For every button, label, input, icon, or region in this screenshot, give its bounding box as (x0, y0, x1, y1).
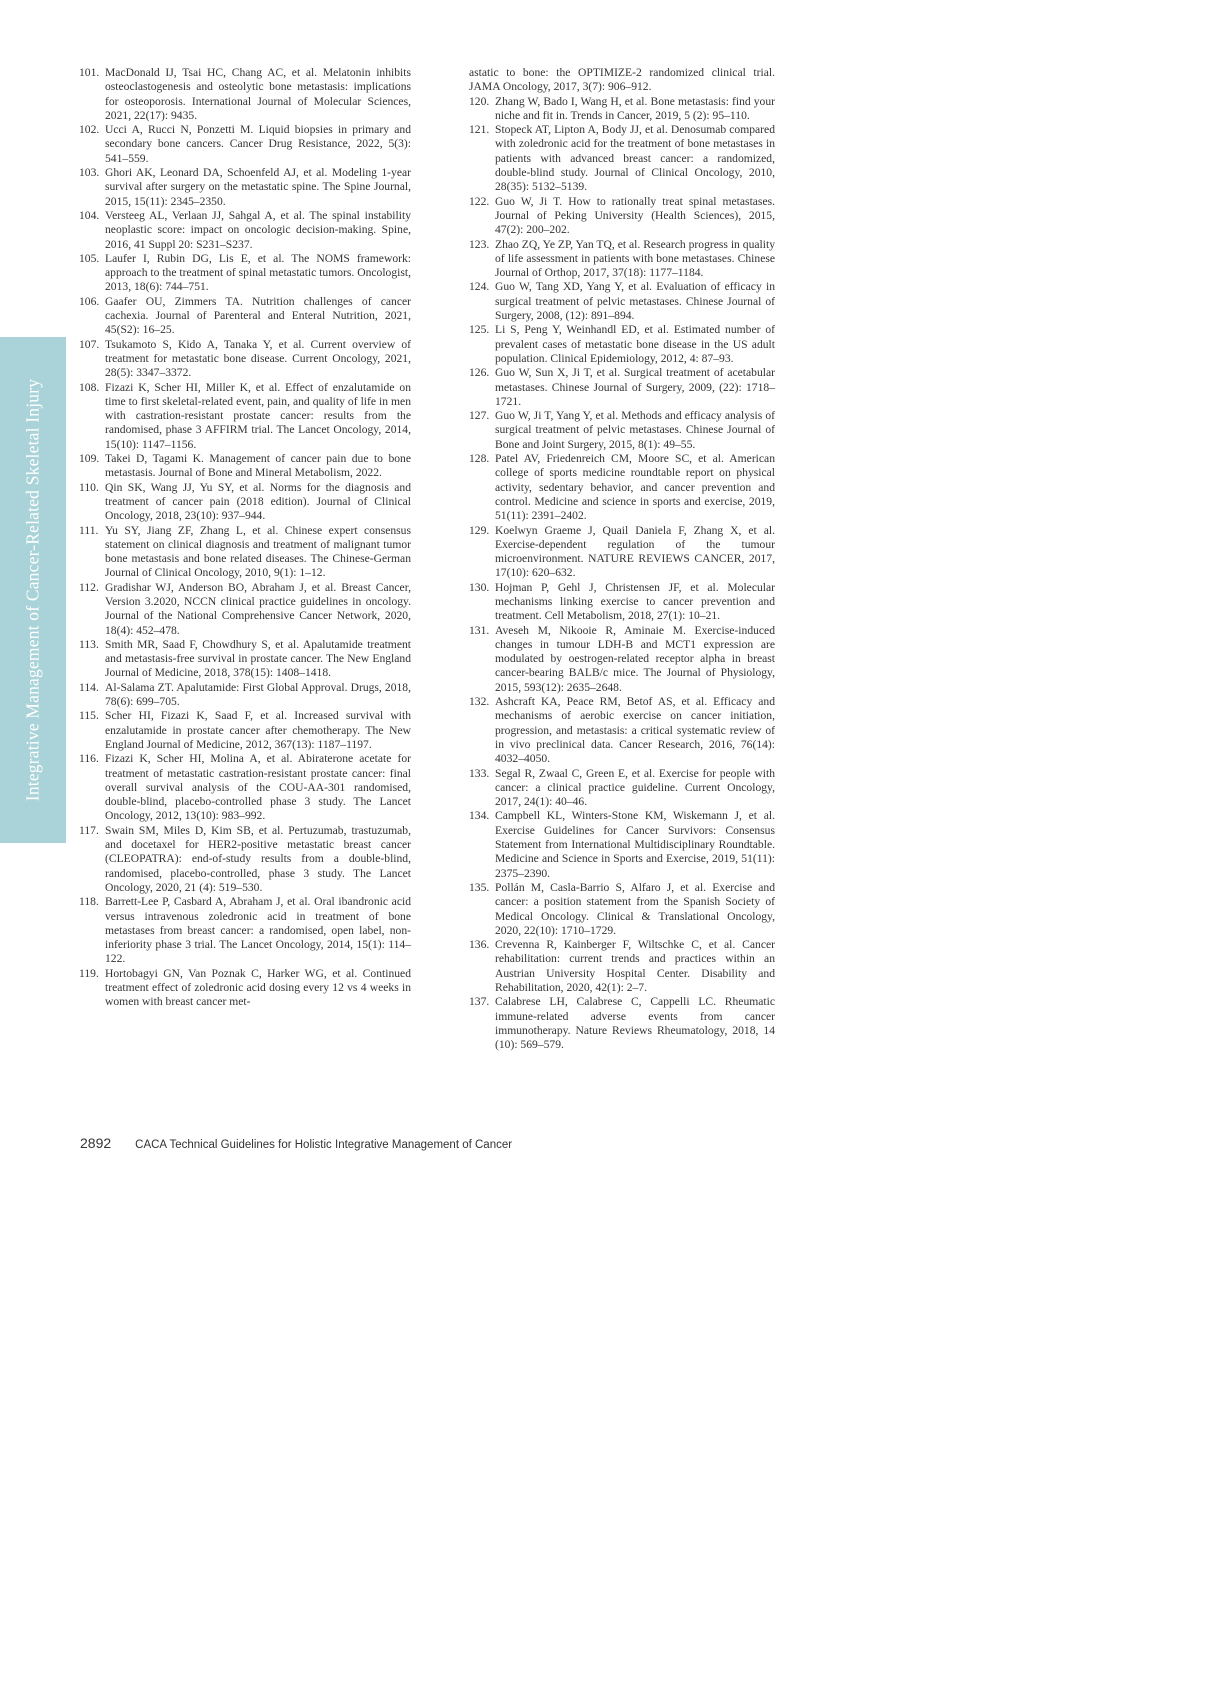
reference-text: Fizazi K, Scher HI, Miller K, et al. Effect of enzalutamide on time to first skeletal-related event, pain, and quality of life in men with castration-resistant prostate cancer: results from the randomised, phase 3 AFFIRM trial. The Lancet Oncology, 2014, 15(10): 1147–1156. (105, 380, 411, 451)
reference-item (79, 252, 411, 295)
section-side-tab (0, 337, 66, 843)
reference-item (79, 338, 411, 381)
reference-item (469, 238, 775, 281)
page-footer (80, 1135, 512, 1153)
reference-item (79, 709, 411, 752)
reference-item (469, 809, 775, 880)
reference-item (469, 581, 775, 624)
reference-item (469, 452, 775, 523)
reference-number: 114. (79, 680, 99, 694)
reference-item (79, 581, 411, 638)
reference-text: Versteeg AL, Verlaan JJ, Sahgal A, et al. The spinal instability neoplastic score: impact on oncologic decision-making. Spine, 2016, 41 Suppl 20: S231–S237. (105, 208, 411, 251)
reference-text: Campbell KL, Winters-Stone KM, Wiskemann J, et al. Exercise Guidelines for Cancer Survivors: Consensus Statement from International Multidisciplinary Roundtable. Medicine and Science in Sports and Exercise, 2019, 51(11): 2375–2390. (495, 809, 775, 880)
reference-text: Swain SM, Miles D, Kim SB, et al. Pertuzumab, trastuzumab, and docetaxel for HER2-positive metastatic breast cancer (CLEOPATRA): end-of-study results from a double-blind, randomised, placebo-controlled, phase 3 study. The Lancet Oncology, 2020, 21 (4): 519–530. (105, 823, 411, 894)
reference-text: Takei D, Tagami K. Management of cancer pain due to bone metastasis. Journal of Bone and Mineral Metabolism, 2022. (105, 452, 411, 480)
reference-text: Tsukamoto S, Kido A, Tanaka Y, et al. Current overview of treatment for metastatic bone disease. Current Oncology, 2021, 28(5): 3347–3372. (105, 337, 411, 380)
reference-item (79, 481, 411, 524)
reference-item (79, 123, 411, 166)
reference-number: 112. (79, 580, 99, 594)
reference-item (469, 995, 775, 1052)
reference-number: 103. (79, 166, 100, 180)
reference-continuation: astatic to bone: the OPTIMIZE-2 randomized clinical trial. JAMA Oncology, 2017, 3(7): 906–912. (469, 66, 775, 94)
reference-text: Al-Salama ZT. Apalutamide: First Global Approval. Drugs, 2018, 78(6): 699–705. (105, 680, 411, 709)
reference-number: 108. (79, 380, 100, 394)
reference-text: Zhao ZQ, Ye ZP, Yan TQ, et al. Research progress in quality of life assessment in patients with bone metastases. Chinese Journal of Orthop, 2017, 37(18): 1177–1184. (495, 237, 775, 280)
reference-number: 116. (79, 752, 99, 766)
reference-item (79, 209, 411, 252)
reference-number: 136. (469, 938, 490, 952)
reference-item (79, 638, 411, 681)
reference-text: Guo W, Ji T. How to rationally treat spinal metastases. Journal of Peking University (Health Sciences), 2015, 47(2): 200–202. (495, 194, 775, 237)
references-right-column (469, 66, 775, 1052)
reference-item (79, 524, 411, 581)
reference-item (469, 624, 775, 695)
reference-item (79, 895, 411, 966)
reference-number: 122. (469, 194, 490, 208)
reference-item (79, 295, 411, 338)
reference-number: 126. (469, 366, 490, 380)
running-footer-title: CACA Technical Guidelines for Holistic Integrative Management of Cancer (135, 1139, 513, 1151)
reference-text: Laufer I, Rubin DG, Lis E, et al. The NOMS framework: approach to the treatment of spinal metastatic tumors. Oncologist, 2013, 18(6): 744–751. (105, 251, 411, 294)
references-left-column (79, 66, 411, 1010)
reference-number: 134. (469, 809, 490, 823)
reference-item (79, 66, 411, 123)
reference-text: Gaafer OU, Zimmers TA. Nutrition challenges of cancer cachexia. Journal of Parenteral and Enteral Nutrition, 2021, 45(S2): 16–25. (105, 294, 411, 337)
reference-item (469, 524, 775, 581)
reference-text: Guo W, Tang XD, Yang Y, et al. Evaluation of efficacy in surgical treatment of pelvic metastases. Chinese Journal of Surgery, 2008, (12): 891–894. (495, 280, 775, 323)
reference-text: Aveseh M, Nikooie R, Aminaie M. Exercise-induced changes in tumour LDH-B and MCT1 expression are modulated by oestrogen-related receptor alpha in breast cancer-bearing BALB/c mice. The Journal of Physiology, 2015, 593(12): 2635–2648. (495, 623, 775, 694)
reference-item (79, 752, 411, 823)
reference-text: Ucci A, Rucci N, Ponzetti M. Liquid biopsies in primary and secondary bone cancers. Cancer Drug Resistance, 2022, 5(3): 541–559. (105, 123, 411, 165)
reference-text: Crevenna R, Kainberger F, Wiltschke C, et al. Cancer rehabilitation: current trends and practices within an Austrian University Hospital Center. Disability and Rehabilitation, 2020, 42(1): 2–7. (495, 938, 775, 994)
reference-text: Hortobagyi GN, Van Poznak C, Harker WG, et al. Continued treatment effect of zoledronic acid dosing every 12 vs 4 weeks in women with breast cancer met- (105, 966, 411, 1009)
reference-text: Ashcraft KA, Peace RM, Betof AS, et al. Efficacy and mechanisms of aerobic exercise on cancer initiation, progression, and metastasis: a critical systematic review of in vivo preclinical data. Cancer Research, 2016, 76(14): 4032–4050. (495, 695, 775, 766)
reference-number: 110. (79, 480, 99, 494)
reference-text: MacDonald IJ, Tsai HC, Chang AC, et al. Melatonin inhibits osteoclastogenesis and osteolytic bone metastasis: implications for osteoporosis. International Journal of Molecular Sciences, 2021, 22(17): 9435. (105, 66, 411, 122)
reference-item (79, 452, 411, 481)
reference-number: 129. (469, 523, 490, 537)
reference-text: Guo W, Sun X, Ji T, et al. Surgical treatment of acetabular metastases. Chinese Journal of Surgery, 2009, (22): 1718–1721. (495, 366, 775, 408)
reference-number: 124. (469, 280, 490, 294)
reference-text: Pollán M, Casla-Barrio S, Alfaro J, et al. Exercise and cancer: a position statement from the Spanish Society of Medical Oncology. Clinical & Translational Oncology, 2020, 22(10): 1710–1729. (495, 880, 775, 937)
reference-number: 101. (79, 66, 100, 79)
reference-text: Gradishar WJ, Anderson BO, Abraham J, et al. Breast Cancer, Version 3.2020, NCCN clinical practice guidelines in oncology. Journal of the National Comprehensive Cancer Network, 2020, 18(4): 452–478. (105, 580, 411, 637)
reference-item (79, 381, 411, 452)
reference-number: 115. (79, 709, 99, 723)
reference-item (469, 695, 775, 766)
reference-item (469, 938, 775, 995)
reference-text: Scher HI, Fizazi K, Saad F, et al. Increased survival with enzalutamide in prostate cancer after chemotherapy. The New England Journal of Medicine, 2012, 367(13): 1187–1197. (105, 709, 411, 751)
reference-item (469, 195, 775, 238)
reference-number: 111. (79, 523, 99, 537)
reference-item (469, 280, 775, 323)
reference-number: 130. (469, 580, 490, 594)
reference-text: Qin SK, Wang JJ, Yu SY, et al. Norms for the diagnosis and treatment of cancer pain (2018 edition). Journal of Clinical Oncology, 2018, 23(10): 937–944. (105, 480, 411, 523)
reference-number: 107. (79, 337, 100, 351)
reference-item (79, 824, 411, 895)
reference-number: 123. (469, 237, 490, 251)
reference-item (469, 409, 775, 452)
reference-number: 105. (79, 251, 100, 265)
reference-number: 132. (469, 695, 490, 709)
reference-text: Stopeck AT, Lipton A, Body JJ, et al. Denosumab compared with zoledronic acid for the treatment of bone metastases in patients with advanced breast cancer: a randomized, double-blind study. Journal of Clinical Oncology, 2010, 28(35): 5132–5139. (495, 123, 775, 194)
reference-number: 118. (79, 895, 99, 909)
reference-text: Hojman P, Gehl J, Christensen JF, et al. Molecular mechanisms linking exercise to cancer prevention and treatment. Cell Metabolism, 2018, 27(1): 10–21. (495, 580, 775, 623)
reference-number: 119. (79, 966, 99, 980)
reference-number: 125. (469, 323, 490, 337)
reference-item (469, 366, 775, 409)
reference-item (469, 881, 775, 938)
reference-number: 137. (469, 995, 490, 1009)
reference-item (79, 681, 411, 710)
reference-item (469, 123, 775, 194)
page-number: 2892 (80, 1135, 112, 1151)
reference-text: Yu SY, Jiang ZF, Zhang L, et al. Chinese expert consensus statement on clinical diagnosis and treatment of malignant tumor bone metastasis and bone related diseases. The Chinese-German Journal of Clinical Oncology, 2010, 9(1): 1–12. (105, 523, 411, 580)
reference-text: Segal R, Zwaal C, Green E, et al. Exercise for people with cancer: a clinical practice guideline. Current Oncology, 2017, 24(1): 40–46. (495, 766, 775, 809)
reference-text: Koelwyn Graeme J, Quail Daniela F, Zhang X, et al. Exercise-dependent regulation of the tumour microenvironment. NATURE REVIEWS CANCER, 2017, 17(10): 620–632. (495, 523, 775, 580)
reference-text: Fizazi K, Scher HI, Molina A, et al. Abiraterone acetate for treatment of metastatic castration-resistant prostate cancer: final overall survival analysis of the COU-AA-301 randomised, double-blind, placebo-controlled phase 3 study. The Lancet Oncology, 2012, 13(10): 983–992. (105, 752, 411, 823)
reference-number: 121. (469, 123, 490, 137)
reference-number: 120. (469, 94, 490, 108)
reference-number: 113. (79, 637, 99, 651)
reference-number: 135. (469, 880, 490, 894)
reference-text: Li S, Peng Y, Weinhandl ED, et al. Estimated number of prevalent cases of metastatic bone disease in the US adult population. Clinical Epidemiology, 2012, 4: 87–93. (495, 323, 775, 365)
reference-number: 104. (79, 208, 100, 222)
reference-item (469, 323, 775, 366)
reference-number: 131. (469, 623, 490, 637)
reference-item (469, 767, 775, 810)
reference-number: 127. (469, 409, 490, 423)
reference-number: 106. (79, 294, 100, 308)
reference-text: Barrett-Lee P, Casbard A, Abraham J, et al. Oral ibandronic acid versus intravenous zoledronic acid in treatment of bone metastases from breast cancer: a randomised, open label, non-inferiority phase 3 trial. The Lancet Oncology, 2014, 15(1): 114–122. (105, 895, 411, 966)
reference-text: Guo W, Ji T, Yang Y, et al. Methods and efficacy analysis of surgical treatment of pelvic metastases. Chinese Journal of Bone and Joint Surgery, 2015, 8(1): 49–55. (495, 409, 775, 451)
reference-number: 117. (79, 823, 99, 837)
section-side-tab-label: Integrative Management of Cancer-Related Skeletal Injury (22, 378, 43, 802)
reference-text: Patel AV, Friedenreich CM, Moore SC, et al. American college of sports medicine roundtable report on physical activity, sedentary behavior, and cancer prevention and control. Medicine and science in sports and exercise, 2019, 51(11): 2391–2402. (495, 452, 775, 523)
reference-number: 133. (469, 766, 490, 780)
reference-text: Calabrese LH, Calabrese C, Cappelli LC. Rheumatic immune-related adverse events from cancer immunotherapy. Nature Reviews Rheumatology, 2018, 14 (10): 569–579. (495, 995, 775, 1052)
reference-text: Ghori AK, Leonard DA, Schoenfeld AJ, et al. Modeling 1-year survival after surgery on the metastatic spine. The Spine Journal, 2015, 15(11): 2345–2350. (105, 166, 411, 208)
reference-item (79, 967, 411, 1010)
reference-number: 102. (79, 123, 100, 137)
reference-item (79, 166, 411, 209)
reference-number: 128. (469, 452, 490, 466)
reference-item (469, 95, 775, 124)
reference-text: Zhang W, Bado I, Wang H, et al. Bone metastasis: find your niche and fit in. Trends in Cancer, 2019, 5 (2): 95–110. (495, 94, 775, 122)
reference-number: 109. (79, 452, 100, 466)
reference-text: Smith MR, Saad F, Chowdhury S, et al. Apalutamide treatment and metastasis-free survival in prostate cancer. The New England Journal of Medicine, 2018, 378(15): 1408–1418. (105, 637, 411, 680)
